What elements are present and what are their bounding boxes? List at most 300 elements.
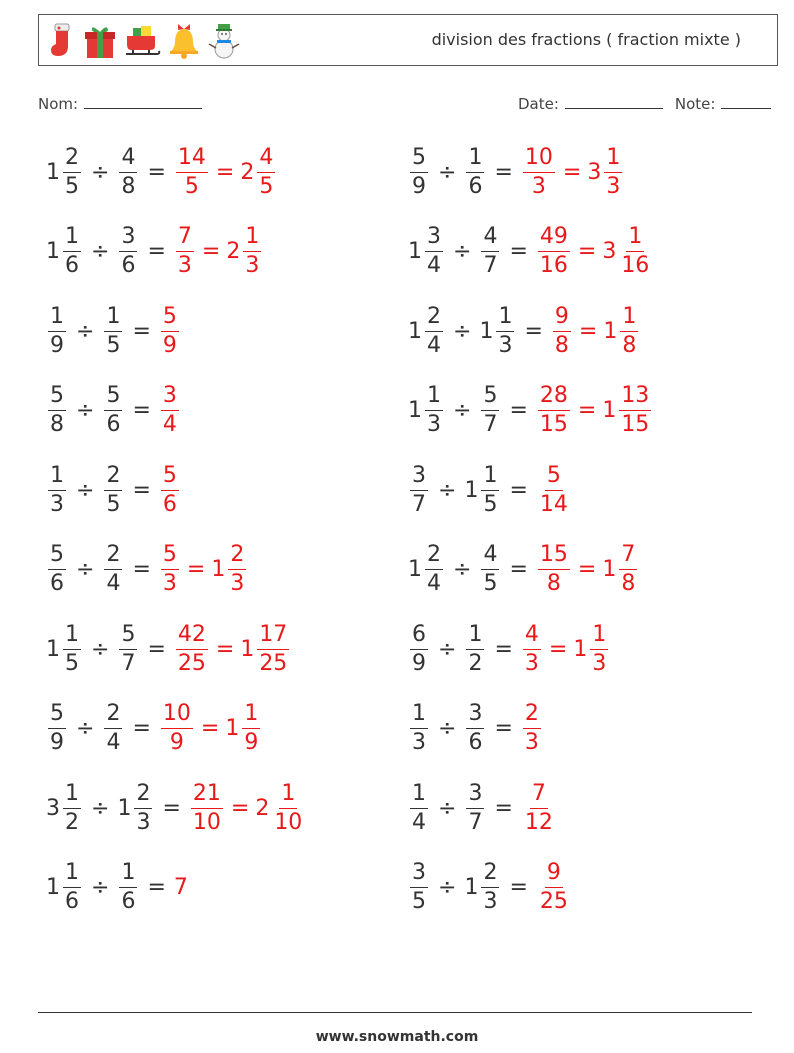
fraction — [242, 703, 260, 754]
denominator: 4 — [427, 253, 441, 278]
fraction — [119, 621, 137, 676]
numerator: 2 — [104, 544, 122, 570]
denominator: 6 — [121, 253, 136, 278]
denominator: 6 — [162, 491, 177, 517]
numerator: 1 — [104, 306, 122, 332]
whole-number: 1 — [408, 398, 422, 423]
numerator: 6 — [410, 624, 428, 650]
numerator: 13 — [619, 385, 651, 411]
equals-sign: = — [147, 875, 166, 900]
problem-row — [46, 856, 189, 920]
denominator: 8 — [554, 332, 569, 358]
name-label: Nom: — [38, 95, 79, 113]
divide-sign: ÷ — [438, 875, 457, 900]
denominator: 4 — [412, 809, 426, 835]
numerator: 7 — [176, 226, 194, 252]
equals-sign: = — [186, 557, 206, 582]
numerator: 3 — [466, 703, 484, 729]
denominator: 6 — [468, 730, 483, 755]
denominator: 5 — [106, 491, 121, 517]
fraction — [48, 462, 66, 517]
fraction — [538, 462, 570, 517]
denominator: 6 — [468, 173, 483, 199]
equals-sign: = — [577, 239, 597, 264]
answer — [174, 621, 291, 676]
equals-sign: = — [230, 795, 250, 821]
numerator: 4 — [523, 624, 541, 650]
problem-row — [408, 856, 572, 920]
whole-number: 1 — [408, 318, 422, 344]
fraction — [481, 544, 499, 595]
numerator: 2 — [134, 783, 152, 809]
numerator: 3 — [410, 465, 428, 491]
divide-sign: ÷ — [453, 318, 472, 344]
numerator: 5 — [161, 306, 179, 332]
denominator: 4 — [106, 730, 121, 755]
equals-sign: = — [147, 159, 166, 185]
equals-sign: = — [132, 398, 151, 423]
numerator: 1 — [242, 703, 260, 729]
denominator: 6 — [106, 412, 121, 437]
fraction — [63, 144, 81, 199]
name-blank[interactable] — [84, 94, 202, 109]
equals-sign: = — [509, 875, 528, 900]
whole-number: 2 — [240, 159, 255, 185]
fraction — [604, 144, 622, 199]
numerator: 5 — [161, 465, 179, 491]
denominator: 3 — [245, 253, 260, 278]
whole-number: 3 — [602, 239, 617, 264]
denominator: 3 — [177, 253, 192, 278]
gift-icon — [83, 22, 117, 60]
equals-sign: = — [132, 318, 151, 344]
fraction — [410, 144, 428, 199]
numerator: 3 — [161, 385, 179, 411]
denominator: 3 — [531, 173, 546, 199]
answer — [174, 144, 277, 199]
whole-number: 1 — [240, 636, 255, 662]
denominator: 3 — [427, 412, 441, 437]
numerator: 2 — [63, 147, 81, 173]
fraction — [161, 385, 179, 436]
divide-sign: ÷ — [76, 477, 95, 503]
numerator: 5 — [161, 544, 179, 570]
note-blank[interactable] — [721, 94, 771, 109]
fraction — [48, 544, 66, 595]
denominator: 16 — [539, 253, 568, 278]
numerator: 1 — [63, 783, 81, 809]
equals-sign: = — [548, 636, 568, 662]
fraction — [620, 303, 638, 358]
denominator: 9 — [50, 332, 64, 358]
fraction — [523, 144, 555, 199]
answer — [189, 780, 306, 835]
fraction — [553, 303, 571, 358]
equals-sign: = — [562, 159, 582, 185]
problem-row — [46, 379, 181, 443]
fraction — [161, 303, 179, 358]
equals-sign: = — [524, 318, 543, 344]
numerator: 14 — [176, 147, 208, 173]
note-label: Note: — [674, 95, 716, 113]
numerator: 5 — [481, 385, 499, 411]
divide-sign: ÷ — [91, 159, 110, 185]
denominator: 8 — [546, 571, 561, 596]
numerator: 1 — [63, 624, 81, 650]
numerator: 10 — [161, 703, 193, 729]
answer — [521, 703, 543, 754]
numerator: 1 — [63, 226, 81, 252]
numerator: 5 — [410, 147, 428, 173]
fraction — [619, 226, 651, 277]
fraction — [272, 780, 304, 835]
denominator: 10 — [274, 809, 303, 835]
problem-row — [46, 220, 263, 284]
fraction — [410, 703, 428, 754]
date-blank[interactable] — [565, 94, 663, 109]
fraction — [410, 780, 428, 835]
numerator: 1 — [425, 385, 443, 411]
denominator: 7 — [412, 491, 426, 517]
divide-sign: ÷ — [438, 795, 457, 821]
problem-row — [408, 776, 557, 840]
fraction — [425, 303, 443, 358]
denominator: 5 — [259, 173, 274, 199]
denominator: 4 — [106, 571, 121, 596]
divide-sign: ÷ — [91, 875, 110, 900]
denominator: 3 — [412, 730, 426, 755]
whole-number: 2 — [255, 795, 270, 821]
fraction — [161, 462, 179, 517]
fraction — [466, 780, 484, 835]
denominator: 9 — [412, 173, 426, 199]
whole-number: 1 — [408, 557, 422, 582]
whole-number: 2 — [226, 239, 241, 264]
fraction — [104, 703, 122, 754]
problem-row — [46, 299, 181, 363]
sleigh-icon — [123, 22, 161, 60]
fraction — [104, 544, 122, 595]
numerator: 4 — [119, 147, 137, 173]
fraction — [496, 303, 514, 358]
fraction — [538, 862, 570, 913]
problem-row — [46, 697, 262, 761]
numerator: 1 — [620, 306, 638, 332]
answer — [159, 544, 248, 595]
answer — [536, 385, 653, 436]
denominator: 9 — [169, 730, 184, 755]
whole-number: 7 — [173, 875, 188, 900]
fraction — [590, 621, 608, 676]
fraction — [425, 226, 443, 277]
numerator: 3 — [119, 226, 137, 252]
worksheet-title: division des fractions ( fraction mixte ) — [431, 30, 741, 49]
equals-sign: = — [132, 716, 151, 741]
fraction — [481, 862, 499, 913]
denominator: 5 — [106, 332, 121, 358]
divide-sign: ÷ — [76, 318, 95, 344]
numerator: 1 — [243, 226, 261, 252]
answer — [174, 226, 263, 277]
denominator: 3 — [136, 809, 151, 835]
equals-sign: = — [509, 398, 528, 423]
equals-sign: = — [147, 239, 166, 264]
answer — [536, 544, 639, 595]
numerator: 1 — [604, 147, 622, 173]
denominator: 5 — [483, 491, 498, 517]
equals-sign: = — [147, 636, 166, 662]
problem-row — [46, 776, 306, 840]
denominator: 5 — [65, 650, 79, 676]
denominator: 3 — [230, 571, 245, 596]
whole-number: 3 — [587, 159, 602, 185]
footer-divider — [38, 1012, 752, 1013]
problem-row — [408, 458, 572, 522]
numerator: 42 — [176, 624, 208, 650]
fraction — [410, 621, 428, 676]
answer — [521, 780, 557, 835]
whole-number: 1 — [602, 557, 617, 582]
denominator: 9 — [50, 730, 64, 755]
numerator: 2 — [104, 703, 122, 729]
fraction — [481, 226, 499, 277]
denominator: 7 — [468, 809, 483, 835]
denominator: 3 — [50, 491, 64, 517]
numerator: 1 — [279, 783, 297, 809]
divide-sign: ÷ — [91, 636, 110, 662]
denominator: 3 — [162, 571, 177, 596]
divide-sign: ÷ — [453, 239, 472, 264]
fraction — [63, 226, 81, 277]
fraction — [425, 385, 443, 436]
date-label: Date: — [518, 95, 559, 113]
name-field — [38, 94, 202, 113]
problem-row — [408, 538, 639, 602]
denominator: 4 — [427, 332, 441, 358]
answer — [159, 703, 262, 754]
denominator: 2 — [65, 809, 79, 835]
equals-sign: = — [162, 795, 181, 821]
denominator: 12 — [524, 809, 553, 835]
whole-number: 1 — [46, 239, 60, 264]
numerator: 9 — [545, 862, 563, 888]
answer — [159, 462, 181, 517]
denominator: 3 — [498, 332, 513, 358]
denominator: 9 — [412, 650, 426, 676]
numerator: 21 — [191, 783, 223, 809]
numerator: 5 — [48, 544, 66, 570]
answer — [159, 385, 181, 436]
fraction — [119, 226, 137, 277]
fraction — [538, 544, 570, 595]
whole-number: 1 — [211, 557, 226, 582]
numerator: 1 — [496, 306, 514, 332]
whole-number: 1 — [464, 477, 479, 503]
numerator: 15 — [538, 544, 570, 570]
denominator: 3 — [524, 650, 539, 676]
equals-sign: = — [494, 716, 513, 741]
answer — [551, 303, 640, 358]
fraction — [228, 544, 246, 595]
fraction — [466, 703, 484, 754]
problem-row — [46, 140, 277, 204]
denominator: 3 — [524, 730, 539, 755]
denominator: 3 — [606, 173, 621, 199]
numerator: 4 — [481, 226, 499, 252]
numerator: 2 — [425, 544, 443, 570]
fraction — [425, 544, 443, 595]
date-field — [518, 94, 771, 113]
fraction — [63, 862, 81, 913]
divide-sign: ÷ — [91, 239, 110, 264]
denominator: 8 — [50, 412, 64, 437]
fraction — [119, 862, 137, 913]
equals-sign: = — [215, 159, 235, 185]
denominator: 5 — [412, 889, 426, 914]
whole-number: 3 — [46, 795, 60, 821]
denominator: 4 — [427, 571, 441, 596]
denominator: 3 — [483, 889, 498, 914]
fraction — [619, 544, 637, 595]
divide-sign: ÷ — [438, 159, 457, 185]
fraction — [104, 385, 122, 436]
numerator: 1 — [466, 624, 484, 650]
fraction — [410, 862, 428, 913]
fraction — [481, 385, 499, 436]
denominator: 14 — [539, 491, 568, 517]
numerator: 1 — [48, 306, 66, 332]
problem-row — [408, 617, 610, 681]
fraction — [257, 144, 275, 199]
divide-sign: ÷ — [438, 636, 457, 662]
numerator: 2 — [523, 703, 541, 729]
whole-number: 1 — [603, 318, 618, 344]
denominator: 9 — [244, 730, 259, 755]
stocking-icon — [47, 22, 77, 60]
denominator: 7 — [483, 412, 498, 437]
problem-row — [408, 379, 653, 443]
answer — [536, 226, 653, 277]
fraction — [466, 144, 484, 199]
fraction — [48, 385, 66, 436]
answer — [536, 462, 572, 517]
equals-sign: = — [494, 795, 513, 821]
whole-number: 1 — [479, 318, 494, 344]
answer — [159, 303, 181, 358]
fraction — [63, 780, 81, 835]
equals-sign: = — [509, 239, 528, 264]
denominator: 2 — [468, 650, 483, 676]
numerator: 1 — [590, 624, 608, 650]
divide-sign: ÷ — [76, 557, 95, 582]
fraction — [523, 621, 541, 676]
fraction — [243, 226, 261, 277]
numerator: 4 — [481, 544, 499, 570]
whole-number: 1 — [117, 795, 132, 821]
whole-number: 1 — [46, 636, 60, 662]
fraction — [119, 144, 137, 199]
numerator: 5 — [545, 465, 563, 491]
denominator: 5 — [483, 571, 498, 596]
denominator: 6 — [65, 253, 79, 278]
fraction — [63, 621, 81, 676]
divide-sign: ÷ — [438, 477, 457, 503]
denominator: 3 — [592, 650, 607, 676]
bell-icon — [167, 22, 201, 60]
numerator: 2 — [425, 306, 443, 332]
divide-sign: ÷ — [76, 398, 95, 423]
divide-sign: ÷ — [453, 398, 472, 423]
numerator: 3 — [410, 862, 428, 888]
denominator: 6 — [50, 571, 64, 596]
denominator: 25 — [539, 889, 568, 914]
whole-number: 1 — [602, 398, 617, 423]
fraction — [161, 703, 193, 754]
whole-number: 1 — [225, 716, 240, 741]
numerator: 1 — [626, 226, 644, 252]
denominator: 25 — [259, 650, 288, 676]
problem-row — [46, 617, 291, 681]
denominator: 8 — [622, 332, 637, 358]
whole-number: 1 — [46, 875, 60, 900]
fraction — [257, 621, 289, 676]
denominator: 6 — [121, 889, 136, 914]
numerator: 1 — [466, 147, 484, 173]
numerator: 5 — [119, 624, 137, 650]
equals-sign: = — [577, 557, 597, 582]
divide-sign: ÷ — [91, 795, 110, 821]
denominator: 5 — [184, 173, 199, 199]
numerator: 1 — [481, 465, 499, 491]
problem-row — [408, 220, 653, 284]
numerator: 1 — [63, 862, 81, 888]
denominator: 16 — [621, 253, 650, 278]
fraction — [523, 780, 555, 835]
numerator: 3 — [466, 783, 484, 809]
fraction — [523, 703, 541, 754]
equals-sign: = — [578, 318, 598, 344]
denominator: 10 — [192, 809, 221, 835]
whole-number: 1 — [408, 239, 422, 264]
fraction — [538, 385, 570, 436]
denominator: 15 — [539, 412, 568, 437]
divide-sign: ÷ — [438, 716, 457, 741]
numerator: 49 — [538, 226, 570, 252]
divide-sign: ÷ — [76, 716, 95, 741]
numerator: 5 — [48, 385, 66, 411]
numerator: 10 — [523, 147, 555, 173]
equals-sign: = — [509, 557, 528, 582]
numerator: 17 — [257, 624, 289, 650]
snowman-icon — [207, 22, 241, 60]
numerator: 3 — [425, 226, 443, 252]
numerator: 1 — [119, 862, 137, 888]
numerator: 1 — [410, 703, 428, 729]
equals-sign: = — [132, 557, 151, 582]
numerator: 5 — [104, 385, 122, 411]
denominator: 5 — [65, 173, 79, 199]
numerator: 1 — [48, 465, 66, 491]
divide-sign: ÷ — [453, 557, 472, 582]
fraction — [161, 544, 179, 595]
fraction — [104, 462, 122, 517]
fraction — [619, 385, 651, 436]
icon-strip — [47, 21, 241, 61]
numerator: 7 — [530, 783, 548, 809]
denominator: 8 — [621, 571, 636, 596]
fraction — [176, 144, 208, 199]
fraction — [104, 303, 122, 358]
